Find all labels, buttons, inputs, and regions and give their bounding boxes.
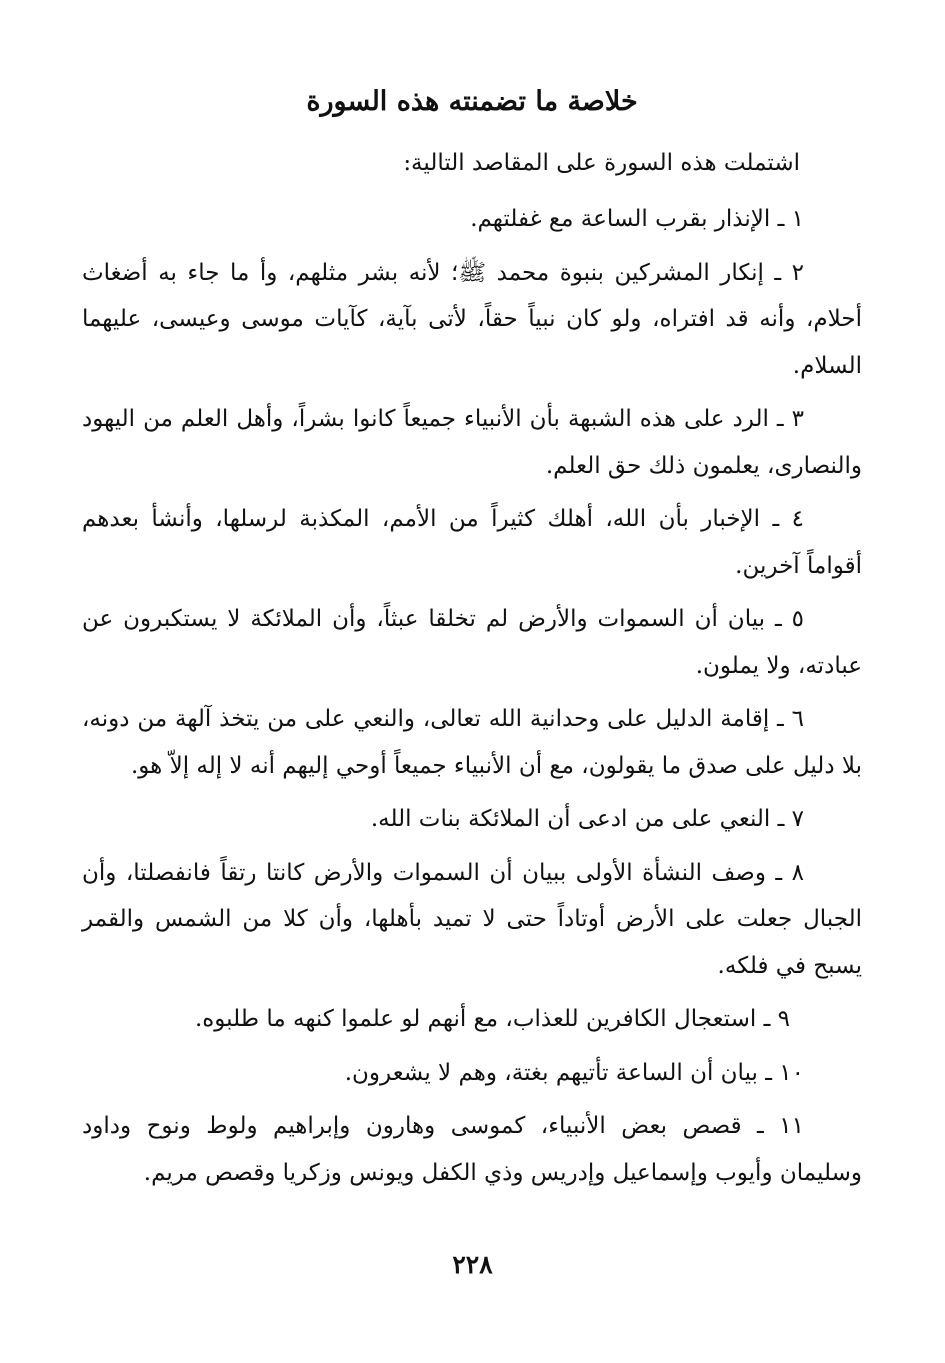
intro-text: اشتملت هذه السورة على المقاصد التالية: (403, 150, 800, 176)
list-item-10: ١٠ ـ بيان أن الساعة تأتيهم بغتة، وهم لا يشعرون. (344, 1059, 804, 1086)
list-item-6: ٦ ـ إقامة الدليل على وحدانية الله تعالى، والنعي على من يتخذ آلهة من دونه، بلا دليل على صدق ما يقولون، مع أن الأنبياء جميعاً أوحي إليهم أنه لا إله إلاّ هو. (82, 706, 862, 779)
list-item-4: ٤ ـ الإخبار بأن الله، أهلك كثيراً من الأمم، المكذبة لرسلها، وأنشأ بعدهم أقواماً آخرين. (82, 506, 862, 579)
page-body (82, 80, 862, 1203)
list-item-11: ١١ ـ قصص بعض الأنبياء، كموسى وهارون وإبراهيم ولوط ونوح وداود وسليمان وأيوب وإسماعيل وإدريس وذي الكفل ويونس وزكريا وقصص مريم. (82, 1113, 862, 1186)
list-item-5: ٥ ـ بيان أن السموات والأرض لم تخلقا عبثاً، وأن الملائكة لا يستكبرون عن عبادته، ولا يملون. (82, 606, 862, 679)
page-number: ٢٢٨ (452, 1250, 493, 1279)
list-item-1: ١ ـ الإنذار بقرب الساعة مع غفلتهم. (470, 206, 804, 232)
list-item-2: ٢ ـ إنكار المشركين بنبوة محمد ﷺ؛ لأنه بشر مثلهم، وأ ما جاء به أضغاث أحلام، وأنه قد افتراه، ولو كان نبياً حقاً، لأتى بآية، كآيات موسى وعيسى، عليهما السلام. (82, 259, 862, 379)
list-item-9: ٩ ـ استعجال الكافرين للعذاب، مع أنهم لو علموا كنهه ما طلبوه. (194, 1006, 790, 1032)
list-item-7: ٧ ـ النعي على من ادعى أن الملائكة بنات الله. (370, 806, 804, 832)
objectives-list (82, 196, 862, 1196)
page-title: خلاصة ما تضمنته هذه السورة (306, 86, 638, 117)
list-item-8: ٨ ـ وصف النشأة الأولى ببيان أن السموات والأرض كانتا رتقاً فانفصلتا، وأن الجبال جعلت على الأرض أوتاداً حتى لا تميد بأهلها، وأن كلا من الشمس والقمر يسبح في فلكه. (82, 859, 862, 979)
list-item-3: ٣ ـ الرد على هذه الشبهة بأن الأنبياء جميعاً كانوا بشراً، وأهل العلم من اليهود والنصارى، يعلمون ذلك حق العلم. (82, 406, 862, 479)
